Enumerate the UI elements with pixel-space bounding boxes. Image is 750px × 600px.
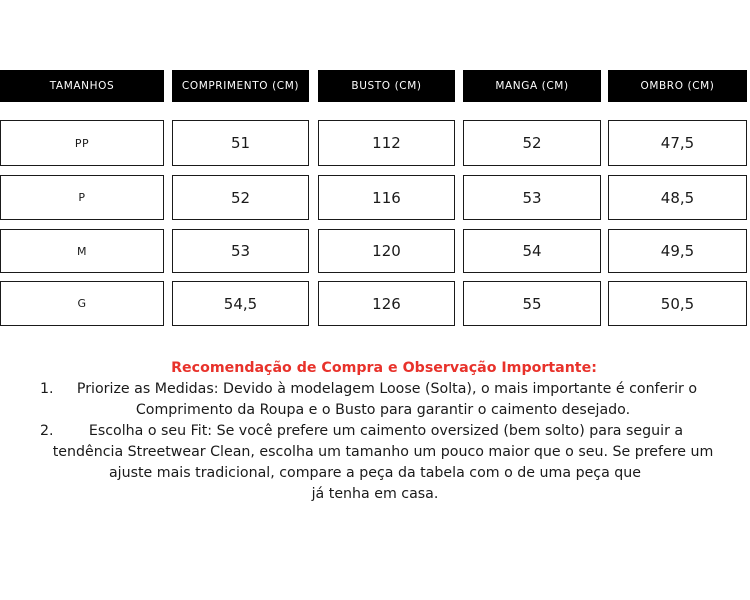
note-2-line-2 xyxy=(0,442,750,463)
note-2-text-1: Escolha o seu Fit: Se você prefere um caimento oversized (bem solto) para seguir a xyxy=(88,423,684,439)
comprimento-cell-p: 52 xyxy=(172,175,309,220)
note-1-line-1 xyxy=(0,379,750,400)
manga-cell-m: 54 xyxy=(463,229,601,273)
manga-cell-pp: 52 xyxy=(463,120,601,166)
note-2-line-4 xyxy=(0,484,750,505)
header-busto: BUSTO (CM) xyxy=(318,70,455,102)
size-cell-m: M xyxy=(0,229,164,273)
purchase-notes xyxy=(0,358,750,505)
note-2-text-3: ajuste mais tradicional, compare a peça da tabela com o de uma peça que xyxy=(108,465,642,481)
header-ombro: OMBRO (CM) xyxy=(608,70,747,102)
note-1-number: 1. xyxy=(40,381,54,397)
ombro-cell-g: 50,5 xyxy=(608,281,747,326)
busto-cell-g: 126 xyxy=(318,281,455,326)
ombro-cell-p: 48,5 xyxy=(608,175,747,220)
ombro-cell-m: 49,5 xyxy=(608,229,747,273)
header-manga: MANGA (CM) xyxy=(463,70,601,102)
busto-cell-p: 116 xyxy=(318,175,455,220)
note-2-number: 2. xyxy=(40,423,54,439)
note-2-line-3 xyxy=(0,463,750,484)
comprimento-cell-g: 54,5 xyxy=(172,281,309,326)
comprimento-cell-m: 53 xyxy=(172,229,309,273)
manga-cell-g: 55 xyxy=(463,281,601,326)
note-1-text-1: Priorize as Medidas: Devido à modelagem Loose (Solta), o mais importante é conferir o xyxy=(76,381,698,397)
notes-title: Recomendação de Compra e Observação Importante: xyxy=(171,360,597,376)
busto-cell-pp: 112 xyxy=(318,120,455,166)
manga-cell-p: 53 xyxy=(463,175,601,220)
ombro-cell-pp: 47,5 xyxy=(608,120,747,166)
size-cell-pp: PP xyxy=(0,120,164,166)
note-1-text-2: Comprimento da Roupa e o Busto para garantir o caimento desejado. xyxy=(135,402,631,418)
header-tamanhos: TAMANHOS xyxy=(0,70,164,102)
size-cell-p: P xyxy=(0,175,164,220)
comprimento-cell-pp: 51 xyxy=(172,120,309,166)
note-2-text-2: tendência Streetwear Clean, escolha um tamanho um pouco maior que o seu. Se prefere um xyxy=(52,444,714,460)
header-comprimento: COMPRIMENTO (CM) xyxy=(172,70,309,102)
size-cell-g: G xyxy=(0,281,164,326)
note-2-text-4: já tenha em casa. xyxy=(311,486,439,502)
busto-cell-m: 120 xyxy=(318,229,455,273)
note-2-line-1 xyxy=(0,421,750,442)
note-1-line-2 xyxy=(0,400,750,421)
